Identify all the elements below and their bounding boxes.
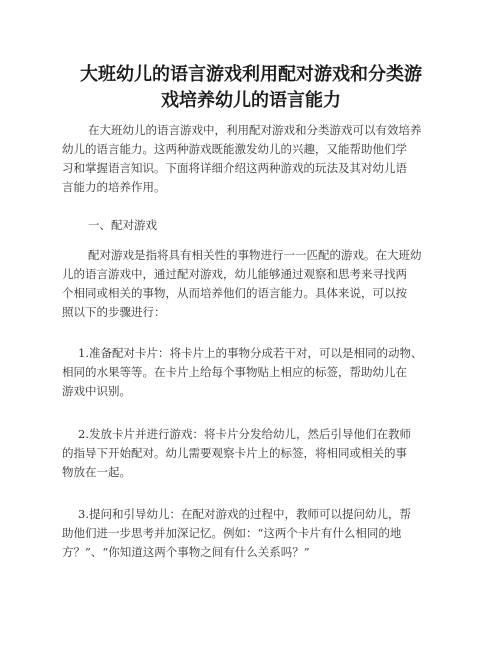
paragraph-line: 在大班幼儿的语言游戏中，利用配对游戏和分类游戏可以有效培养 (88, 123, 422, 137)
section-heading-text: 一、配对游戏 (88, 218, 157, 232)
paragraph-line: 儿的语言游戏中，通过配对游戏，幼儿能够通过观察和思考来寻找两 (62, 267, 407, 281)
paragraph-line: 3.提问和引导幼儿：在配对游戏的过程中，教师可以提问幼儿，帮 (78, 507, 411, 521)
paragraph-line: 的指导下开始配对。幼儿需要观察卡片上的标签，将相同或相关的事 (62, 446, 407, 460)
paragraph-line: 幼儿的语言能力。这两种游戏既能激发幼儿的兴趣，又能帮助他们学 (62, 142, 407, 156)
paragraph-line: 2.发放卡片并进行游戏：将卡片分发给幼儿，然后引导他们在教师 (78, 427, 411, 441)
paragraph-line: 习和掌握语言知识。下面将详细介绍这两种游戏的玩法及其对幼儿语 (62, 161, 407, 175)
paragraph-line: 言能力的培养作用。 (62, 180, 166, 194)
paragraph-line: 游戏中识别。 (62, 384, 131, 398)
step-1-paragraph (62, 344, 442, 401)
paragraph-line: 配对游戏是指将具有相关性的事物进行一一匹配的游戏。在大班幼 (88, 248, 422, 262)
step-2-paragraph (62, 425, 442, 482)
title-line: 大班幼儿的语言游戏利用配对游戏和分类游 (80, 64, 422, 85)
paragraph-line: 照以下的步骤进行： (62, 305, 166, 319)
step-3-paragraph (62, 505, 442, 562)
paragraph-line: 1.准备配对卡片：将卡片上的事物分成若干对，可以是相同的动物、 (78, 346, 423, 360)
title-line: 戏培养幼儿的语言能力 (161, 90, 341, 111)
paragraph-line: 方？”、“你知道这两个事物之间有什么关系吗？” (62, 545, 310, 559)
paragraph-line: 物放在一起。 (62, 465, 131, 479)
intro-paragraph (62, 121, 442, 197)
section-intro-paragraph (62, 246, 442, 322)
section-heading (62, 216, 442, 235)
document-title (60, 62, 442, 114)
paragraph-line: 助他们进一步思考并加深记忆。例如：“这两个卡片有什么相同的地 (62, 526, 402, 540)
paragraph-line: 相同的水果等等。在卡片上给每个事物贴上相应的标签，帮助幼儿在 (62, 365, 407, 379)
paragraph-line: 个相同或相关的事物，从而培养他们的语言能力。具体来说，可以按 (62, 286, 407, 300)
